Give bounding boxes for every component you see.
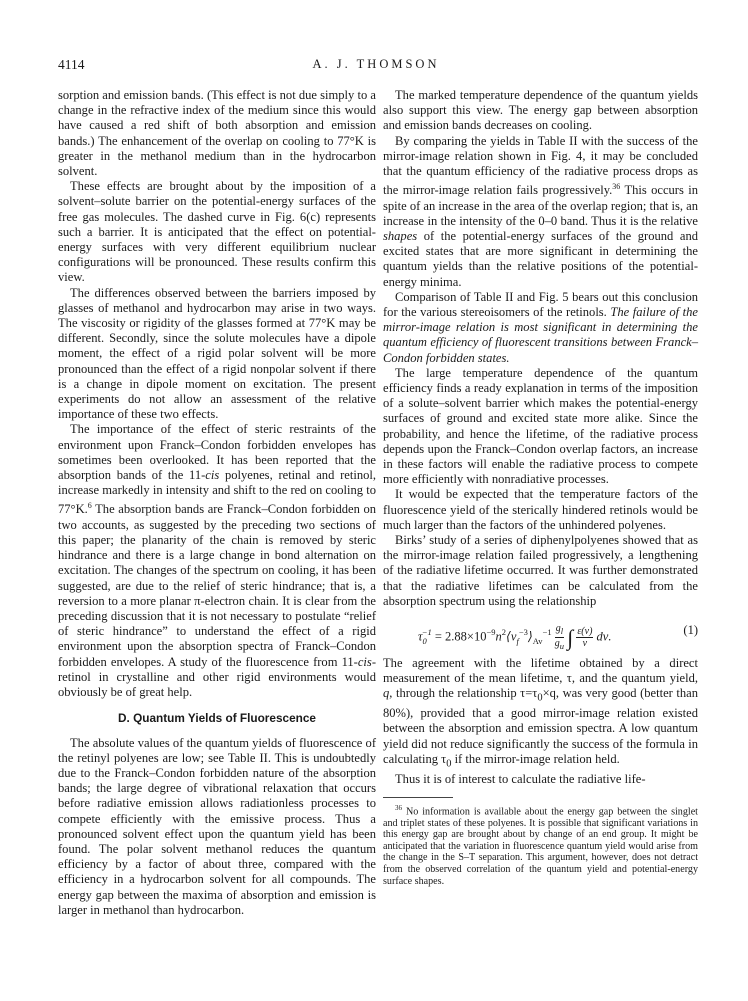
reference-superscript: 36 (612, 182, 621, 192)
paragraph (383, 290, 698, 366)
paragraph (383, 656, 698, 771)
equation-term: ν (582, 638, 588, 650)
equation-superscript: −3 (518, 627, 528, 638)
subscript: 0 (537, 692, 543, 704)
equation-subscript: Av (532, 635, 543, 646)
paragraph: The marked temperature dependence of the quantum yields also support this view. The energy gap between absorption and emission bands decreases on cooling. (383, 88, 698, 133)
equation-term: ⟨ν (506, 629, 517, 644)
equation-body (418, 623, 611, 652)
text-run: Comparison of Table II and Fig. 5 bears out this conclusion for the various stereoisomers of the retinols. (383, 289, 698, 320)
equation-superscript: 2 (501, 627, 507, 638)
footnote (383, 803, 698, 888)
integral-sign: ∫ (567, 624, 574, 650)
equation-subscript: u (559, 641, 565, 652)
text-run: of the potential-energy surfaces of the ground and excited states that are more significant in determining the quantum yields than the relative positions of the potential-energy minima. (383, 229, 698, 289)
text-run: This occurs in spite of an increase in the area of the overlap region; that is, an increase in the intensity of the 0–0 band. Thus it is the relative (383, 183, 698, 228)
equation-term: g (554, 638, 560, 650)
text-run: if the mirror-image relation held. (451, 751, 620, 766)
paragraph: The differences observed between the barriers imposed by glasses of methanol and hydrocarbon may arise in two ways. The viscosity or rigidity of the glasses formed at 77°K may be different. Secondly, since the solute molecules have a dipole moment, the effect of a rigid polar solvent will be more pronounced than the effect of a rigid nonpolar solvent if there is a change in dipole moment on excitation. The present experiments do not allow an assessment of the relative importance of these two effects. (58, 285, 376, 422)
equation-subscript: 0 (422, 635, 427, 646)
page-header (58, 57, 694, 73)
italic-text: cis (205, 468, 220, 483)
text-run: -retinol in crystalline and other rigid environments would obviously be of great help. (58, 654, 376, 700)
equation-term: ⟩ (527, 629, 533, 644)
equation-term: n (495, 629, 502, 644)
integrand-fraction (576, 626, 593, 649)
equation-term: dν. (593, 629, 612, 644)
paragraph: Thus it is of interest to calculate the radiative life- (395, 771, 646, 786)
text-run: polyenes, retinal and retinol, increase markedly in intensity and shift to the red on cooling to 77°K. (58, 468, 376, 517)
text-run: The agreement with the lifetime obtained by a direct measurement of the mean lifetime, τ, and the quantum yield, (383, 656, 698, 686)
text-run: By comparing the yields in Table II with the success of the mirror-image relation shown in Fig. 4, it may be concluded that the quantum efficiency of the radiative process drops as the mirror-image relation fails progressively. (383, 133, 698, 198)
footnote-text: No information is available about the energy gap between the singlet and triplet states of these polyenes. It is possible that significant variations in this energy gap are brought about by change of an end group. It might be anticipated that the variation in fluorescence quantum yield would arise from the change in the S–T separation. This argument, however, does not detract from the observed correlation of the quantum yield and potential-energy surface shapes. (383, 806, 698, 887)
equation (383, 612, 698, 652)
italic-text: q (383, 686, 390, 701)
paragraph (383, 134, 698, 290)
equation-number: (1) (683, 623, 698, 638)
paragraph: The absolute values of the quantum yields of fluorescence of the retinyl polyenes are low; see Table II. This is undoubtedly due to the Franck–Condon forbidden nature of the absorption bands; the large degree of vibrational relaxation that occurs before radiative emission allows radiationless processes to compete efficiently with the emissive process. Thus a pronounced solvent effect upon the quantum yield has been found. The polar solvent methanol reduces the quantum efficiency by a factor of about three, compared with the efficiency in a hydrocarbon solvent for all compounds. The energy gap between the maxima of absorption and emission is larger in methanol than hydrocarbon. (58, 735, 376, 917)
right-column (383, 88, 698, 887)
paragraph (58, 422, 376, 700)
equation-superscript: −9 (486, 627, 496, 638)
section-heading: D. Quantum Yields of Fluorescence (118, 711, 316, 726)
equation-term: τ (418, 629, 423, 644)
text-run: The importance of the effect of steric restraints of the environment upon Franck–Condon forbidden envelopes has sometimes been overlooked. It has been reported that the absorption bands of the 11- (58, 422, 376, 483)
paragraph: It would be expected that the temperature factors of the fluorescence yield of the sterically hindered retinols would be much larger than the factors of the unhindered polyenes. (383, 487, 698, 532)
paragraph: Birks’ study of a series of diphenylpolyenes showed that as the mirror-image relation failed progressively, a lengthening of the radiative lifetime occurred. It was further demonstrated that the radiative lifetimes can be calculated from the absorption spectrum using the relationship (383, 533, 698, 608)
reference-superscript: 6 (87, 501, 92, 511)
equation-subscript: l (560, 626, 564, 637)
equation-term: = 2.88×10 (431, 629, 487, 644)
text-run: , through the relationship τ=τ (389, 686, 538, 701)
g-ratio-fraction (555, 623, 564, 652)
footnote-marker: 36 (395, 803, 402, 812)
footnote-divider (383, 797, 453, 798)
equation-superscript: −1 (542, 627, 552, 638)
text-run: The absorption bands are Franck–Condon forbidden on two accounts, as suggested by the preceding two sections of this paper; the planarity of the chain is removed by steric hindrance and there is a large change in bond alternation on excitation. The changes of the spectrum on cooling, it has been suggested, are due to the relief of steric hindrance; that is, a reversion to a more planar π-electron chain. It is clear from the preceding discussion that it is not necessary to postulate “relief of steric hindrance” to understand the effect of a rigid environment upon the absorption spectra of Franck–Condon forbidden envelopes. A study of the fluorescence from 11- (58, 502, 376, 669)
equation-term: ε(ν) (577, 626, 593, 638)
italic-text: shapes (383, 229, 418, 243)
equation-superscript: −1 (421, 627, 432, 638)
left-column (58, 88, 376, 918)
equation-term: g (555, 623, 561, 635)
italic-text: cis (357, 654, 372, 669)
text-run: ×q, was very good (better than 80%), provided that a good mirror-image relation existed between the absorption and emission spectra. A low quantum yield did not reduce significantly the success of the formula in calculating τ (383, 686, 698, 766)
paragraph: The large temperature dependence of the quantum efficiency finds a ready explanation in terms of the imposition of a solute–solvent barrier which makes the potential-energy surfaces of ground and excited state more alike. Since the probability, and hence the lifetime, of the radiative process depends upon the Franck–Condon overlap factors, an increase in these factors will enable the radiative process to compete more efficiently with nonradiative processes. (383, 365, 698, 487)
italic-text: The failure of the mirror-image relation is most significant in determining the quantum efficiency of fluorescent transitions between Franck–Condon forbidden states. (383, 305, 698, 365)
running-head: A. J. THOMSON (312, 57, 440, 71)
paragraph: These effects are brought about by the imposition of a solvent–solute barrier on the potential-energy surfaces of the free gas molecules. The dashed curve in Fig. 6(c) represents such a barrier. It is anticipated that the effect on potential-energy surfaces with very different equilibrium nuclear configurations will be pronounced. These results confirm this view. (58, 179, 376, 285)
page-number: 4114 (58, 57, 85, 72)
equation-subscript: f (516, 635, 519, 646)
subscript: 0 (446, 758, 452, 770)
paragraph: sorption and emission bands. (This effect is not due simply to a change in the refractive index of the medium since this would have caused a red shift of both absorption and emission bands.) The enhancement of the overlap on cooling to 77°K is greater in the methanol medium than in the hydrocarbon solvent. (58, 88, 376, 179)
